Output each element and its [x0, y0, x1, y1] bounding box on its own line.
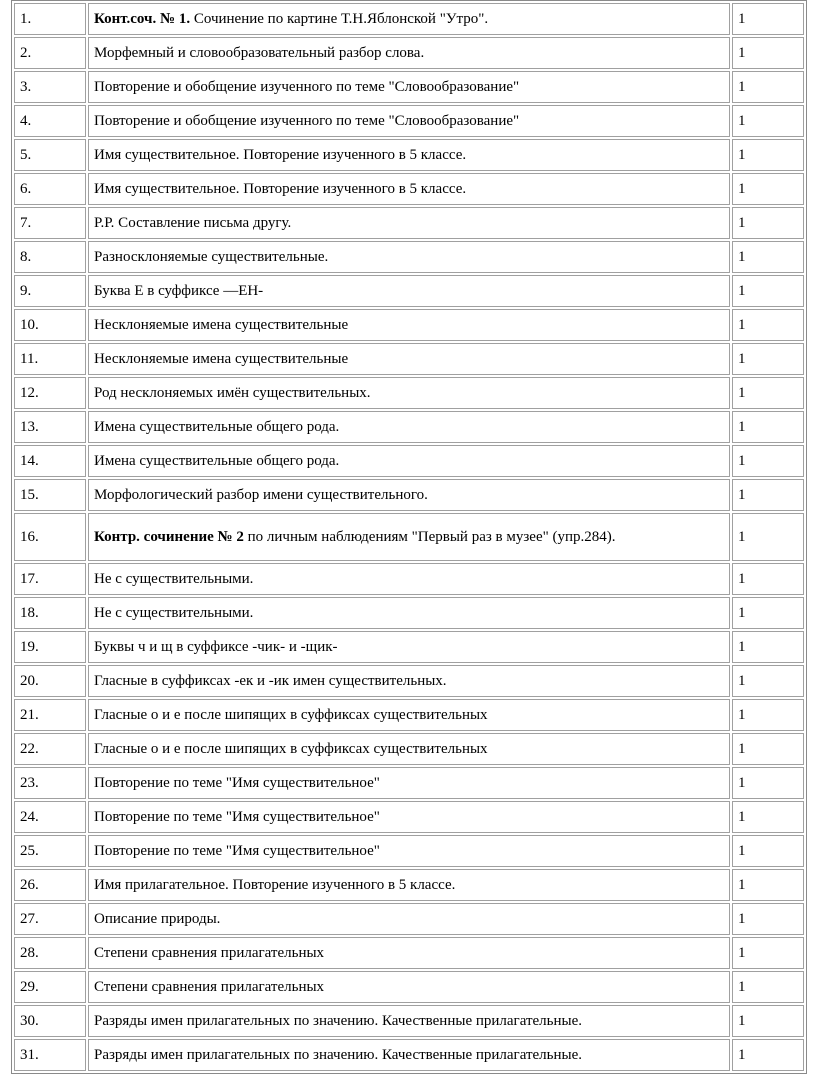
table-row [14, 513, 804, 561]
lesson-plan-table [11, 0, 807, 1074]
lesson-number: 9. [14, 275, 86, 307]
table-row [14, 563, 804, 595]
lesson-number: 19. [14, 631, 86, 663]
lesson-topic-text: Буква Е в суффиксе —ЕН- [94, 282, 264, 299]
lesson-topic [88, 207, 730, 239]
table-row [14, 377, 804, 409]
lesson-topic-text: Разносклоняемые существительные. [94, 248, 329, 265]
lesson-hours: 1 [732, 869, 804, 901]
lesson-topic [88, 513, 730, 561]
lesson-hours: 1 [732, 903, 804, 935]
lesson-hours: 1 [732, 309, 804, 341]
lesson-topic-text: Морфемный и словообразовательный разбор слова. [94, 44, 425, 61]
lesson-plan-body [14, 3, 804, 1071]
lesson-topic [88, 699, 730, 731]
table-row [14, 631, 804, 663]
lesson-topic-text: Имена существительные общего рода. [94, 418, 340, 435]
lesson-topic [88, 275, 730, 307]
table-row [14, 733, 804, 765]
lesson-number: 23. [14, 767, 86, 799]
table-row [14, 37, 804, 69]
table-row [14, 835, 804, 867]
lesson-topic [88, 241, 730, 273]
lesson-hours: 1 [732, 275, 804, 307]
lesson-topic-text: Повторение по теме "Имя существительное" [94, 842, 380, 859]
lesson-topic-text: Имя существительное. Повторение изученного в 5 классе. [94, 180, 467, 197]
lesson-topic-text: Имя прилагательное. Повторение изученного в 5 классе. [94, 876, 456, 893]
table-row [14, 105, 804, 137]
lesson-hours: 1 [732, 631, 804, 663]
table-row [14, 139, 804, 171]
table-row [14, 937, 804, 969]
lesson-topic [88, 139, 730, 171]
lesson-hours: 1 [732, 173, 804, 205]
table-row [14, 207, 804, 239]
table-row [14, 173, 804, 205]
table-row [14, 71, 804, 103]
table-row [14, 3, 804, 35]
table-row [14, 479, 804, 511]
lesson-number: 6. [14, 173, 86, 205]
lesson-number: 13. [14, 411, 86, 443]
lesson-topic [88, 445, 730, 477]
table-row [14, 699, 804, 731]
lesson-hours: 1 [732, 71, 804, 103]
lesson-number: 14. [14, 445, 86, 477]
lesson-number: 18. [14, 597, 86, 629]
lesson-number: 22. [14, 733, 86, 765]
lesson-topic-text: Повторение и обобщение изученного по теме "Словообразование" [94, 78, 520, 95]
lesson-topic-text: Не с существительными. [94, 570, 254, 587]
lesson-topic-text: Несклоняемые имена существительные [94, 316, 349, 333]
lesson-hours: 1 [732, 513, 804, 561]
lesson-number: 12. [14, 377, 86, 409]
lesson-hours: 1 [732, 105, 804, 137]
lesson-hours: 1 [732, 479, 804, 511]
lesson-number: 2. [14, 37, 86, 69]
lesson-topic [88, 71, 730, 103]
lesson-hours: 1 [732, 377, 804, 409]
table-row [14, 275, 804, 307]
table-row [14, 241, 804, 273]
lesson-topic [88, 835, 730, 867]
table-row [14, 971, 804, 1003]
lesson-topic-text: Повторение по теме "Имя существительное" [94, 774, 380, 791]
lesson-topic-text: Имена существительные общего рода. [94, 452, 340, 469]
lesson-topic-text: Повторение по теме "Имя существительное" [94, 808, 380, 825]
lesson-topic-text: по личным наблюдениям "Первый раз в музее" (упр.284). [243, 528, 616, 545]
lesson-topic [88, 1039, 730, 1071]
lesson-topic [88, 105, 730, 137]
lesson-topic [88, 937, 730, 969]
table-row [14, 309, 804, 341]
lesson-topic-text: Разряды имен прилагательных по значению. Качественные прилагательные. [94, 1012, 583, 1029]
lesson-topic-text: Имя существительное. Повторение изученного в 5 классе. [94, 146, 467, 163]
lesson-topic-text: Степени сравнения прилагательных [94, 944, 325, 961]
lesson-hours: 1 [732, 699, 804, 731]
lesson-number: 15. [14, 479, 86, 511]
table-row [14, 869, 804, 901]
lesson-hours: 1 [732, 445, 804, 477]
lesson-topic-text: Гласные в суффиксах -ек и -ик имен существительных. [94, 672, 447, 689]
lesson-topic-text: Р.Р. Составление письма другу. [94, 214, 292, 231]
lesson-topic [88, 767, 730, 799]
lesson-topic [88, 665, 730, 697]
table-row [14, 343, 804, 375]
table-row [14, 767, 804, 799]
lesson-hours: 1 [732, 1039, 804, 1071]
lesson-topic [88, 1005, 730, 1037]
lesson-number: 27. [14, 903, 86, 935]
lesson-hours: 1 [732, 937, 804, 969]
lesson-number: 8. [14, 241, 86, 273]
lesson-topic-text: Морфологический разбор имени существительного. [94, 486, 428, 503]
lesson-topic-text: Не с существительными. [94, 604, 254, 621]
lesson-number: 29. [14, 971, 86, 1003]
lesson-topic [88, 37, 730, 69]
table-row [14, 665, 804, 697]
lesson-topic-text: Несклоняемые имена существительные [94, 350, 349, 367]
lesson-topic [88, 411, 730, 443]
lesson-number: 3. [14, 71, 86, 103]
lesson-hours: 1 [732, 139, 804, 171]
lesson-topic [88, 631, 730, 663]
lesson-number: 5. [14, 139, 86, 171]
lesson-hours: 1 [732, 801, 804, 833]
lesson-hours: 1 [732, 597, 804, 629]
lesson-number: 10. [14, 309, 86, 341]
lesson-hours: 1 [732, 241, 804, 273]
lesson-topic-label: Контр. сочинение № 2 [94, 528, 244, 545]
lesson-topic [88, 309, 730, 341]
lesson-topic [88, 479, 730, 511]
lesson-topic-text: Описание природы. [94, 910, 221, 927]
lesson-topic [88, 597, 730, 629]
lesson-topic [88, 801, 730, 833]
lesson-number: 4. [14, 105, 86, 137]
lesson-topic-text: Сочинение по картине Т.Н.Яблонской "Утро". [190, 10, 489, 27]
lesson-topic [88, 173, 730, 205]
lesson-hours: 1 [732, 207, 804, 239]
lesson-number: 16. [14, 513, 86, 561]
lesson-topic [88, 971, 730, 1003]
lesson-number: 20. [14, 665, 86, 697]
lesson-number: 25. [14, 835, 86, 867]
lesson-topic-text: Гласные о и е после шипящих в суффиксах существительных [94, 740, 488, 757]
lesson-topic-text: Степени сравнения прилагательных [94, 978, 325, 995]
table-row [14, 801, 804, 833]
lesson-hours: 1 [732, 343, 804, 375]
lesson-number: 21. [14, 699, 86, 731]
lesson-hours: 1 [732, 1005, 804, 1037]
lesson-topic [88, 343, 730, 375]
lesson-topic [88, 733, 730, 765]
lesson-hours: 1 [732, 971, 804, 1003]
lesson-hours: 1 [732, 411, 804, 443]
lesson-hours: 1 [732, 3, 804, 35]
lesson-number: 31. [14, 1039, 86, 1071]
lesson-hours: 1 [732, 37, 804, 69]
table-row [14, 445, 804, 477]
lesson-number: 30. [14, 1005, 86, 1037]
table-row [14, 1005, 804, 1037]
lesson-hours: 1 [732, 767, 804, 799]
table-row [14, 1039, 804, 1071]
lesson-topic-text: Буквы ч и щ в суффиксе -чик- и -щик- [94, 638, 338, 655]
lesson-topic-text: Род несклоняемых имён существительных. [94, 384, 371, 401]
lesson-topic [88, 869, 730, 901]
lesson-number: 17. [14, 563, 86, 595]
lesson-topic [88, 563, 730, 595]
lesson-hours: 1 [732, 563, 804, 595]
lesson-number: 7. [14, 207, 86, 239]
lesson-hours: 1 [732, 733, 804, 765]
lesson-topic-label: Конт.соч. № 1. [94, 10, 191, 27]
lesson-number: 26. [14, 869, 86, 901]
lesson-number: 1. [14, 3, 86, 35]
lesson-topic [88, 3, 730, 35]
lesson-topic [88, 377, 730, 409]
lesson-topic [88, 903, 730, 935]
lesson-hours: 1 [732, 835, 804, 867]
lesson-number: 24. [14, 801, 86, 833]
lesson-topic-text: Повторение и обобщение изученного по теме "Словообразование" [94, 112, 520, 129]
lesson-topic-text: Разряды имен прилагательных по значению. Качественные прилагательные. [94, 1046, 583, 1063]
lesson-hours: 1 [732, 665, 804, 697]
table-row [14, 411, 804, 443]
lesson-number: 28. [14, 937, 86, 969]
lesson-topic-text: Гласные о и е после шипящих в суффиксах существительных [94, 706, 488, 723]
table-row [14, 903, 804, 935]
table-row [14, 597, 804, 629]
lesson-number: 11. [14, 343, 86, 375]
